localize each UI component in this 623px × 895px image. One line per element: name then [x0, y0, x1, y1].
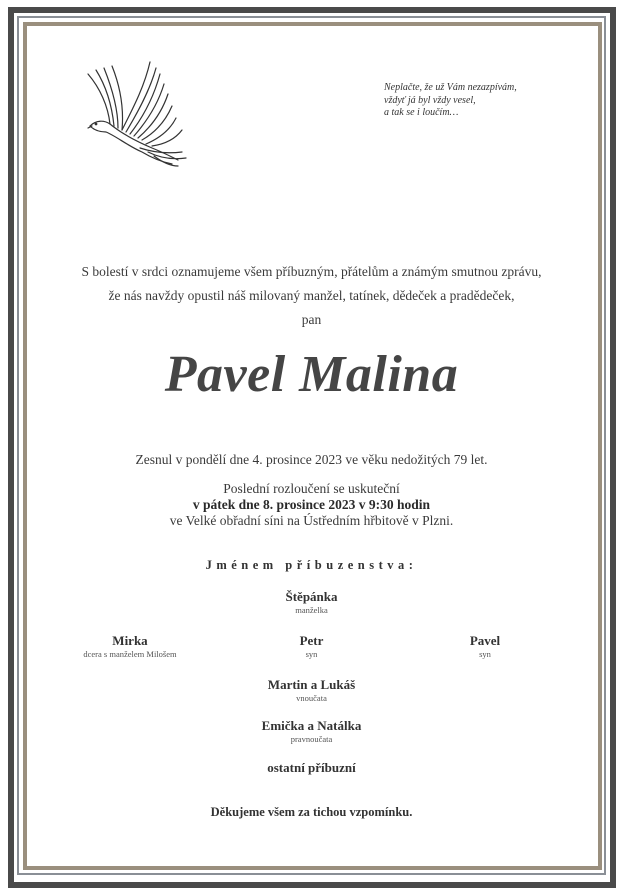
family-member-great-grandchildren [30, 718, 593, 745]
intro-line: S bolestí v srdci oznamujeme všem příbuzným, přátelům a známým smutnou zprávu, [81, 264, 542, 279]
family-member-child [60, 633, 200, 660]
poem-line: Neplačte, že už Vám nezazpívám, [384, 82, 517, 93]
announcement-intro [30, 260, 593, 332]
member-role: pravnoučata [290, 734, 333, 744]
family-member-grandchildren [30, 677, 593, 704]
member-name: Emička a Natálka [261, 718, 362, 733]
other-relatives: ostatní příbuzní [267, 760, 356, 775]
dove-icon [82, 48, 192, 168]
member-name: Martin a Lukáš [267, 677, 356, 692]
farewell-line: Poslední rozloučení se uskuteční [223, 481, 400, 496]
family-member-spouse [30, 589, 593, 616]
deceased-name: Pavel Malina [164, 346, 459, 403]
member-role: dcera s manželem Milošem [83, 649, 177, 659]
member-role: manželka [295, 605, 328, 615]
family-member-child [440, 633, 530, 660]
poem-line: vždyť já byl vždy vesel, [384, 94, 476, 106]
farewell-location: ve Velké obřadní síni na Ústředním hřbitově v Plzni. [169, 513, 454, 528]
member-role: syn [305, 649, 318, 659]
intro-line: pan [301, 312, 322, 327]
intro-line: že nás navždy opustil náš milovaný manžel, tatínek, dědeček a pradědeček, [108, 288, 515, 303]
family-heading: Jménem příbuzenstva: [205, 558, 418, 572]
funeral-details [30, 481, 593, 529]
member-name: Petr [299, 633, 324, 648]
member-name: Štěpánka [285, 589, 338, 604]
member-name: Pavel [469, 633, 501, 648]
member-role: syn [479, 649, 491, 659]
death-date-line: Zesnul v pondělí dne 4. prosince 2023 ve věku nedožitých 79 let. [135, 452, 488, 467]
closing-thanks: Děkujeme všem za tichou vzpomínku. [210, 805, 413, 819]
member-role: vnoučata [296, 693, 327, 703]
farewell-datetime: v pátek dne 8. prosince 2023 v 9:30 hodin [192, 497, 431, 512]
family-member-child [260, 633, 363, 660]
poem-line: a tak se i loučím… [384, 107, 459, 118]
member-name: Mirka [112, 633, 148, 648]
poem-quote [384, 82, 564, 120]
